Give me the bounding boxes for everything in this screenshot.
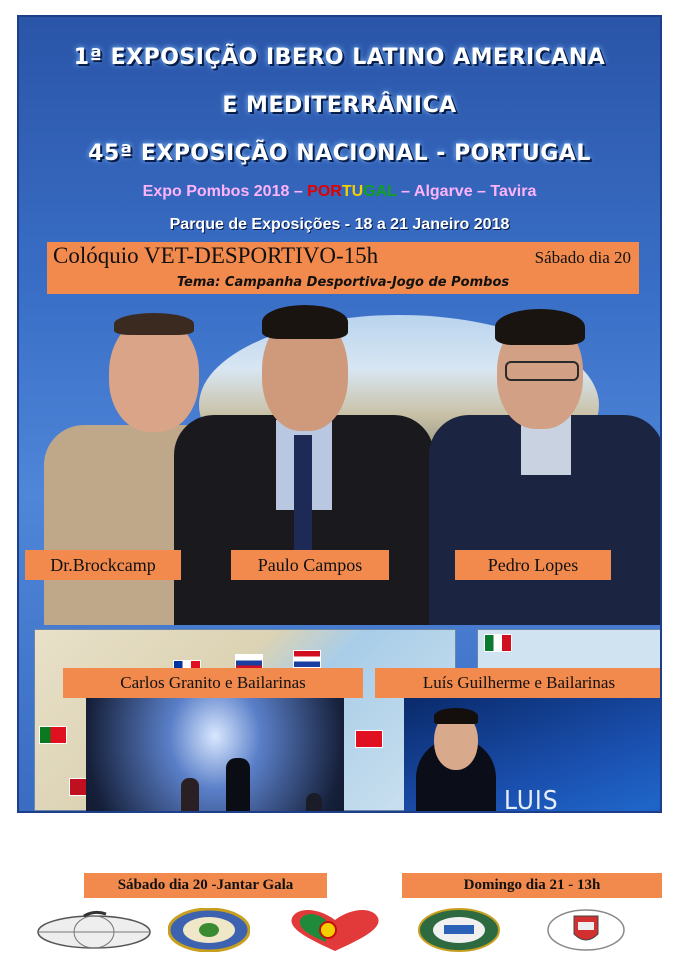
venue-line: Parque de Exposições - 18 a 21 Janeiro 2018 [169,216,510,233]
colloquium-title: Colóquio VET-DESPORTIVO-15h [53,243,379,268]
poster [17,15,662,813]
flag-turkey-icon [355,730,383,748]
colloquium-day: Sábado dia 20 [534,248,631,267]
speaker-name-1: Dr.Brockcamp [25,550,181,580]
tavira-crest-logo [546,908,626,952]
fci-globe-logo [34,908,154,952]
title-line-2: E MEDITERRÂNICA [222,93,457,118]
expo-prefix: Expo Pombos 2018 – [142,183,303,200]
expo-line [19,183,660,201]
concert-stage-photo [86,698,344,813]
cd-cover-luis-guilherme [404,698,661,813]
algarve-seal-logo [418,908,500,952]
flag-mexico-icon [484,634,512,652]
federation-seal-logo [168,908,250,952]
colloquium-banner [47,242,639,272]
portugal-word: PORTUGAL [307,183,397,200]
flag-croatia-icon [293,650,321,668]
cd-artist-name: LUIS [504,786,559,813]
colloquium-theme: Tema: Campanha Desportiva-Jogo de Pombos [47,272,639,294]
flag-portugal-icon [39,726,67,744]
performer-right-title: Luís Guilherme e Bailarinas [375,668,662,698]
performer-left-title: Carlos Granito e Bailarinas [63,668,363,698]
portugal-heart-logo [286,908,384,952]
speaker-name-3: Pedro Lopes [455,550,611,580]
title-line-3: 45ª EXPOSIÇÃO NACIONAL - PORTUGAL [88,141,591,166]
expo-suffix: – Algarve – Tavira [401,183,537,200]
right-date-banner: Domingo dia 21 - 13h [402,873,662,898]
left-date-banner: Sábado dia 20 -Jantar Gala [84,873,327,898]
title-line-1: 1ª EXPOSIÇÃO IBERO LATINO AMERICANA [73,45,606,70]
speaker-name-2: Paulo Campos [231,550,389,580]
